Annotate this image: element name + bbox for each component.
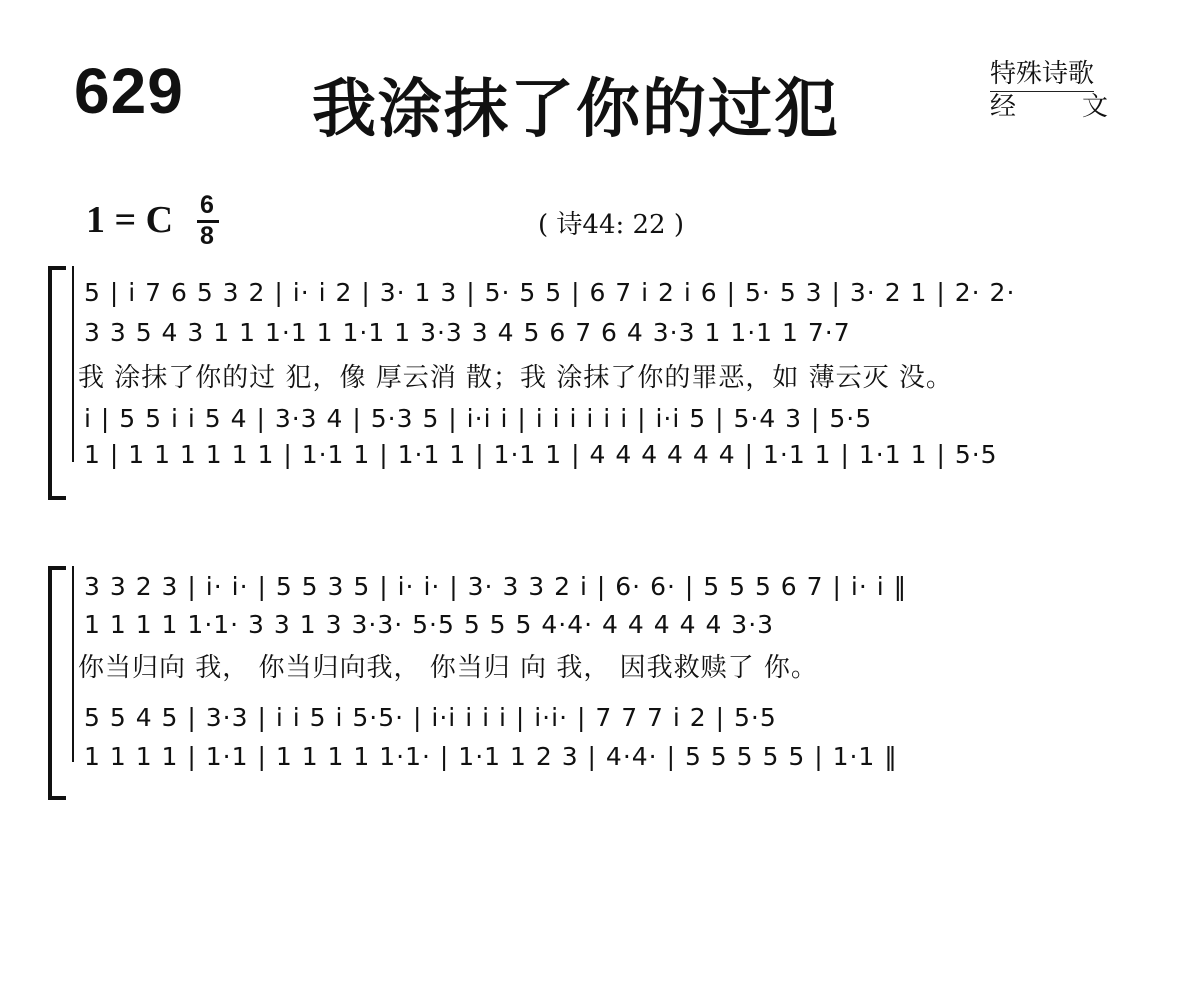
system-1-tenor: i | 5 5 i i 5 4 | 3·3 4 | 5·3 5 | i·i i | i i i i i i | i·i 5 | 5·4 3 | 5·5 bbox=[84, 404, 873, 433]
system-1-lyrics: 我 涂抹了你的过 犯，像 厚云消 散；我 涂抹了你的罪恶，如 薄云灭 没。 bbox=[78, 363, 953, 393]
system-1-melody: 5 | i 7 6 5 3 2 | i· i 2 | 3· 1 3 | 5· 5 5 | 6 7 i 2 i 6 | 5· 5 3 | 3· 2 1 | 2· 2· bbox=[84, 278, 1016, 307]
source-type-char-2: 文 bbox=[1081, 92, 1108, 122]
system-2-bracket bbox=[48, 566, 66, 800]
system-1-barline-left bbox=[72, 266, 74, 462]
system-2-alto: 1 1 1 1 1·1· 3 3 1 3 3·3· 5·5 5 5 5 4·4· 4 4 4 4 4 3·3 bbox=[84, 610, 775, 639]
hymn-title: 我涂抹了你的过犯 bbox=[312, 73, 840, 147]
key-signature: 1 = C bbox=[86, 199, 174, 241]
source-type bbox=[990, 92, 1108, 122]
time-signature-denominator: 8 bbox=[200, 222, 214, 250]
hymn-category: 特殊诗歌 bbox=[990, 58, 1094, 92]
system-2-bass: 1 1 1 1 | 1·1 | 1 1 1 1 1·1· | 1·1 1 2 3 | 4·4· | 5 5 5 5 5 | 1·1 ‖ bbox=[84, 742, 898, 771]
time-signature-numerator: 6 bbox=[200, 191, 214, 219]
system-2-tenor: 5 5 4 5 | 3·3 | i i 5 i 5·5· | i·i i i i | i·i· | 7 7 7 i 2 | 5·5 bbox=[84, 703, 777, 732]
hymn-number: 629 bbox=[74, 55, 184, 127]
system-2-melody: 3 3 2 3 | i· i· | 5 5 3 5 | i· i· | 3· 3 3 2 i | 6· 6· | 5 5 5 6 7 | i· i ‖ bbox=[84, 572, 908, 601]
source-type-char-1: 经 bbox=[990, 92, 1017, 122]
system-2-lyrics: 你当归向 我， 你当归向我， 你当归 向 我， 因我救赎了 你。 bbox=[78, 653, 818, 683]
scripture-reference: ( 诗44: 22 ) bbox=[538, 210, 685, 240]
system-2-barline-left bbox=[72, 566, 74, 762]
system-1-bracket bbox=[48, 266, 66, 500]
system-1-bass: 1 | 1 1 1 1 1 1 | 1·1 1 | 1·1 1 | 1·1 1 | 4 4 4 4 4 4 | 1·1 1 | 1·1 1 | 5·5 bbox=[84, 440, 998, 469]
system-1-alto: 3 3 5 4 3 1 1 1·1 1 1·1 1 3·3 3 4 5 6 7 6 4 3·3 1 1·1 1 7·7 bbox=[84, 318, 851, 347]
